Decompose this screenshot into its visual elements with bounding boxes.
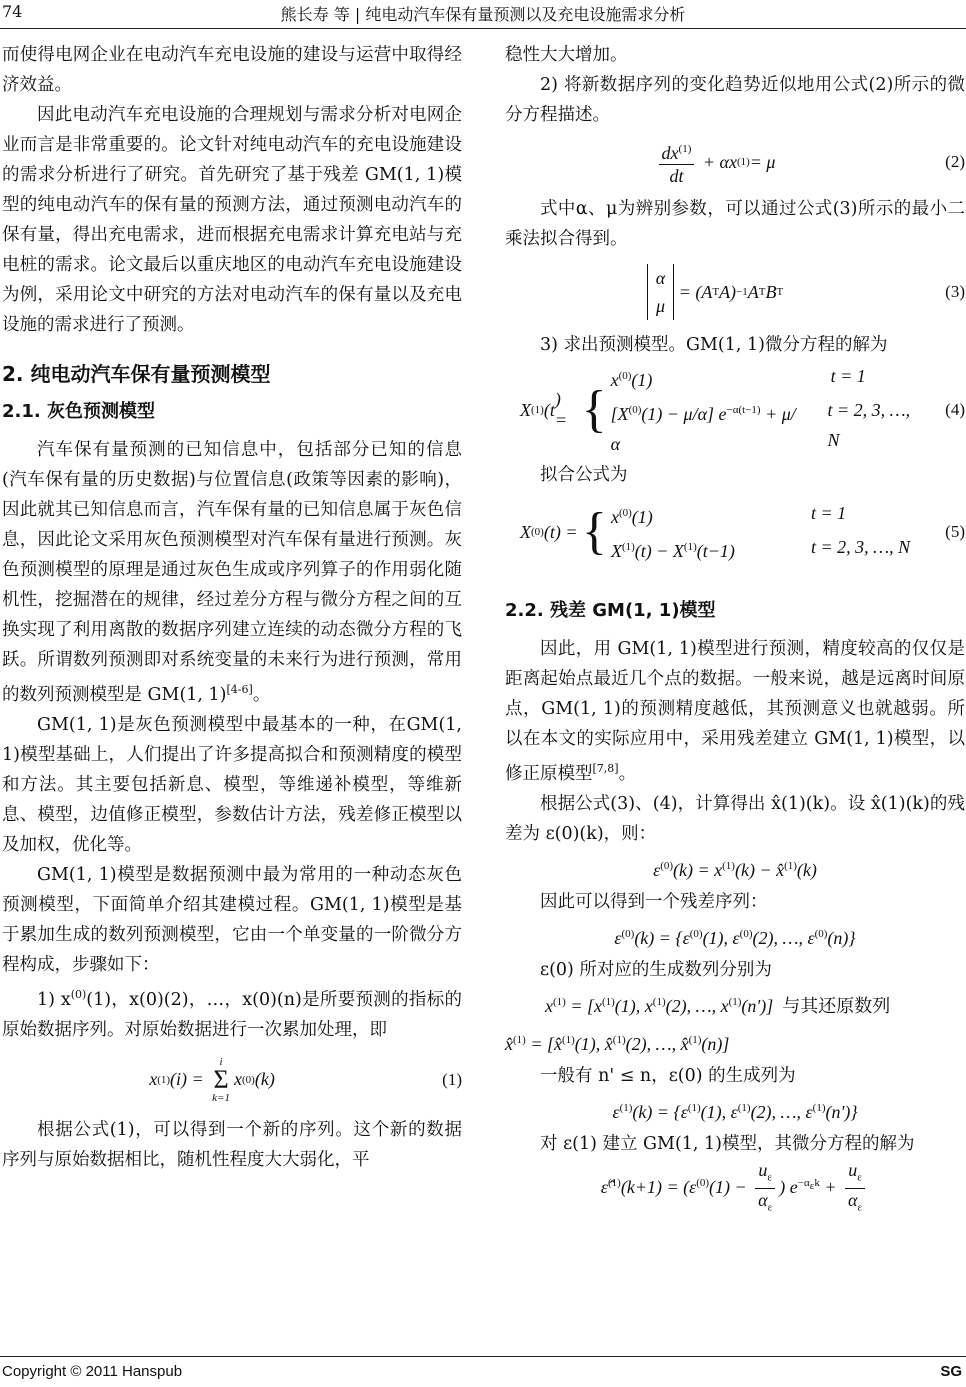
paragraph: 稳性大大增加。 (505, 45, 628, 65)
equation-2: $\frac{dx^{(1)}}{dt}$ + αx (1) = μ (2) (505, 130, 965, 194)
paragraph: 因此可以得到一个残差序列： (540, 891, 768, 912)
subsection-heading: 2.2. 残差 GM(1, 1)模型 (505, 600, 716, 621)
page-footer (0, 1356, 966, 1387)
journal-code: SG (940, 1363, 962, 1380)
equation-number: (4) (945, 400, 965, 419)
paragraph: ε(0) 所对应的生成数列分别为 (540, 959, 772, 980)
section-heading: 2. 纯电动汽车保有量预测模型 (2, 362, 271, 386)
paragraph: 因此电动汽车充电设施的合理规划与需求分析对电网企业而言是非常重要的。论文针对纯电动汽车的充电设施建设的需求分析进行了研究。首先研究了基于残差 GM(1, 1)模型的纯电动汽车的保有量的预测方法，通过预测电动汽车的保有量，得出充电需求，进而根据充电需求计算充电站与充电桩的需求。论文最后以重庆地区的电动汽车充电设施建设为例，采用论文中研究的方法对电动汽车的保有量以及充电设施的需求进行了预测。 (2, 105, 462, 335)
page-header (0, 0, 966, 29)
paragraph: 而使得电网企业在电动汽车充电设施的建设与运营中取得经济效益。 (2, 45, 462, 95)
paragraph: 汽车保有量预测的已知信息中，包括部分已知的信息(汽车保有量的历史数据)与位置信息(政策等因素的影响)，因此就其已知信息而言，汽车保有量的已知信息属于灰色信息，因此论文采用灰色预测模型对汽车保有量进行预测。灰色预测模型的原理是通过灰色生成或序列算子的作用弱化随机性，挖掘潜在的规律，经过差分方程与微分方程之间的互换实现了利用离散的数据序列建立连续的动态微分方程的飞跃。所谓数列预测即对系统变量的未来行为进行预测，常用的数列预测模型是 GM(1, 1)[4-6]。 (2, 440, 462, 705)
equation-residual: $\varepsilon^{(0)}(k) = x^{(1)}(k)$ − x̂$^{(1)}$(k) (653, 859, 817, 880)
equation-4: X (1) ( t ) = { $x^{(0)}(1)$ t = 1 $[X^{(0)}(1) - \mu/\alpha] e^{-\alpha(t-1)} + \mu/\alpha$ t = 2, 3, …, N (4) (520, 366, 965, 454)
copyright: Copyright © 2011 Hanspub (2, 1363, 183, 1380)
paragraph: GM(1, 1)模型是数据预测中最为常用的一种动态灰色预测模型，下面简单介绍其建模过程。GM(1, 1)模型是基于累加生成的数列预测模型，它由一个单变量的一阶微分方程构成，步骤如下： (2, 864, 462, 975)
equation-number: (5) (945, 522, 965, 541)
paragraph: GM(1, 1)是灰色预测模型中最基本的一种，在GM(1, 1)模型基础上，人们提出了许多提高拟合和预测精度的模型和方法。其主要包括新息、模型，等维递补模型，等维新息、模型，边值修正模型，参数估计方法，残差修正模型以及加权，优化等。 (2, 714, 462, 855)
paragraph: 因此，用 GM(1, 1)模型进行预测，精度较高的仅仅是距离起始点最近几个点的数据。一般来说，越是远离时间原点，GM(1, 1)的预测精度越低，其预测意义也就越弱。所以在本文的实际应用中，采用残差建立 GM(1, 1)模型，以修正原模型[7,8]。 (505, 639, 965, 784)
subsection-heading: 2.1. 灰色预测模型 (2, 401, 155, 422)
equation-3: α μ = (A T A) −1 A T B T (3) (505, 254, 965, 330)
equation-1: x (1) ( i ) = i Σ k=1 x (0) ( k ) (1) (149, 1055, 462, 1104)
paragraph: 拟合公式为 (540, 465, 628, 485)
page-number: 74 (2, 2, 23, 21)
paragraph: 根据公式(3)、(4)，计算得出 x̂(1)(k)。设 x̂(1)(k)的残差为 ε(0)(k)，则： (505, 793, 965, 844)
paragraph: 一般有 n' ≤ n，ε(0) 的生成列为 (540, 1065, 796, 1086)
paragraph: 1) $x^{(0)}(1)$，x(0)(2)，…，x(0)(n)是所要预测的指标的原始数据序列。对原始数据进行一次累加处理，即 (2, 987, 462, 1040)
equation-number: (1) (442, 1069, 462, 1089)
equation-residual-generated: $\varepsilon^{(1)}(k) = \{\varepsilon^{(1)}(1)$, $\varepsilon^{(1)}(2)$, …, $\varepsilon^{(1)}(n')$} (612, 1101, 858, 1122)
equation-restored-sequence: x̂$^{(1)}$ = [x̂$^{(1)}$(1), x̂$^{(1)}$(2), …, x̂$^{(1)}$(n)] (505, 1033, 730, 1054)
paragraph: 2) 将新数据序列的变化趋势近似地用公式(2)所示的微分方程描述。 (505, 75, 965, 125)
paragraph: 对 ε(1) 建立 GM(1, 1)模型，其微分方程的解为 (540, 1133, 915, 1154)
left-column (2, 40, 462, 1175)
equation-residual-sequence: $\varepsilon^{(0)}(k) = \{\varepsilon^{(0)}(1)$, $\varepsilon^{(0)}(2)$, …, $\varepsilon^{(0)}(n)$} (614, 927, 856, 948)
citation: [4-6] (226, 683, 253, 696)
equation-generated-sequence: $x^{(1)} = [x^{(1)}(1)$, $x^{(1)}(2)$, …, $x^{(1)}(n')$] 与其还原数列 (545, 995, 891, 1016)
paragraph: 根据公式(1)，可以得到一个新的序列。这个新的数据序列与原始数据相比，随机性程度大大弱化，平 (2, 1119, 462, 1170)
equation-number: (3) (945, 282, 965, 301)
equation-number: (2) (945, 152, 965, 171)
paragraph: 3) 求出预测模型。GM(1, 1)微分方程的解为 (540, 335, 888, 355)
equation-5: X (0) ( t ) = { $x^{(0)}(1)$ t = 1 $X^{(1)}(t) - X^{(1)}(t-1)$ t = 2, 3, …, N (5) (520, 503, 965, 561)
paragraph: 式中α、μ为辨别参数，可以通过公式(3)所示的最小二乘法拟合得到。 (505, 199, 965, 249)
running-title: 熊长寿 等 | 纯电动汽车保有量预测以及充电设施需求分析 (280, 5, 686, 24)
right-column (505, 40, 965, 1219)
equation-residual-solution: ε̂$^{(1)}$(k+1) = ($\varepsilon^{(0)}(1)$ − $\frac{u_\varepsilon}{\alpha_\varepsilon}$ ) $e^{-\alpha_\varepsilon k}$ + $\frac{u_\varepsilon}{\alpha_\varepsilon}$ (505, 1159, 965, 1219)
citation: [7,8] (592, 762, 619, 775)
